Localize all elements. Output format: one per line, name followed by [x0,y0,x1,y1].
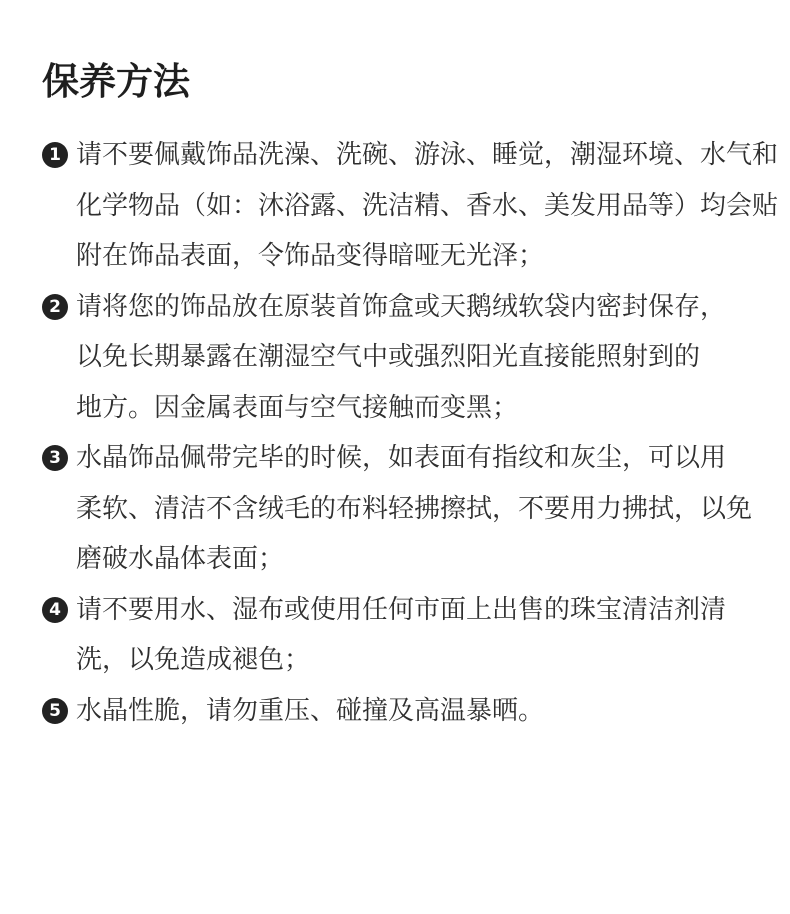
list-item [42,585,778,686]
item-text-line: 水晶饰品佩带完毕的时候，如表面有指纹和灰尘，可以用 [76,443,727,473]
item-text [76,585,726,686]
item-text-line: 请不要用水、湿布或使用任何市面上出售的珠宝清洁剂清 [76,594,727,625]
item-text-line: 附在饰品表面，令饰品变得暗哑无光泽； [76,241,545,271]
list-item [42,282,778,434]
care-instructions-list [42,130,778,736]
page-title: 保养方法 [42,60,190,103]
item-text-line: 请不要佩戴饰品洗澡、洗碗、游泳、睡觉，潮湿环境、水气和 [76,140,779,170]
item-number-badge: 3 [42,445,68,471]
item-number-badge: 5 [42,698,68,724]
item-text-line: 化学物品（如：沐浴露、洗洁精、香水、美发用品等）均会贴 [76,190,779,221]
item-number-badge: 2 [42,294,68,320]
item-number-badge: 1 [42,142,68,168]
item-number-badge: 4 [42,597,68,623]
item-text-line: 洗，以免造成褪色； [76,645,311,675]
list-item [42,433,778,585]
item-text-line: 柔软、清洁不含绒毛的布料轻拂擦拭，不要用力拂拭，以免 [76,493,753,524]
item-text-line: 请将您的饰品放在原装首饰盒或天鹅绒软袋内密封保存， [76,291,727,322]
item-text-line: 水晶性脆，请勿重压、碰撞及高温暴晒。 [76,695,545,726]
item-text-line: 地方。因金属表面与空气接触而变黑； [76,392,519,423]
item-text [76,282,726,434]
item-text [76,686,544,737]
item-text-line: 以免长期暴露在潮湿空气中或强烈阳光直接能照射到的 [76,342,701,372]
item-text-line: 磨破水晶体表面； [76,544,285,574]
list-item [42,130,778,282]
item-text [76,433,752,585]
item-text [76,130,778,282]
list-item [42,686,778,737]
